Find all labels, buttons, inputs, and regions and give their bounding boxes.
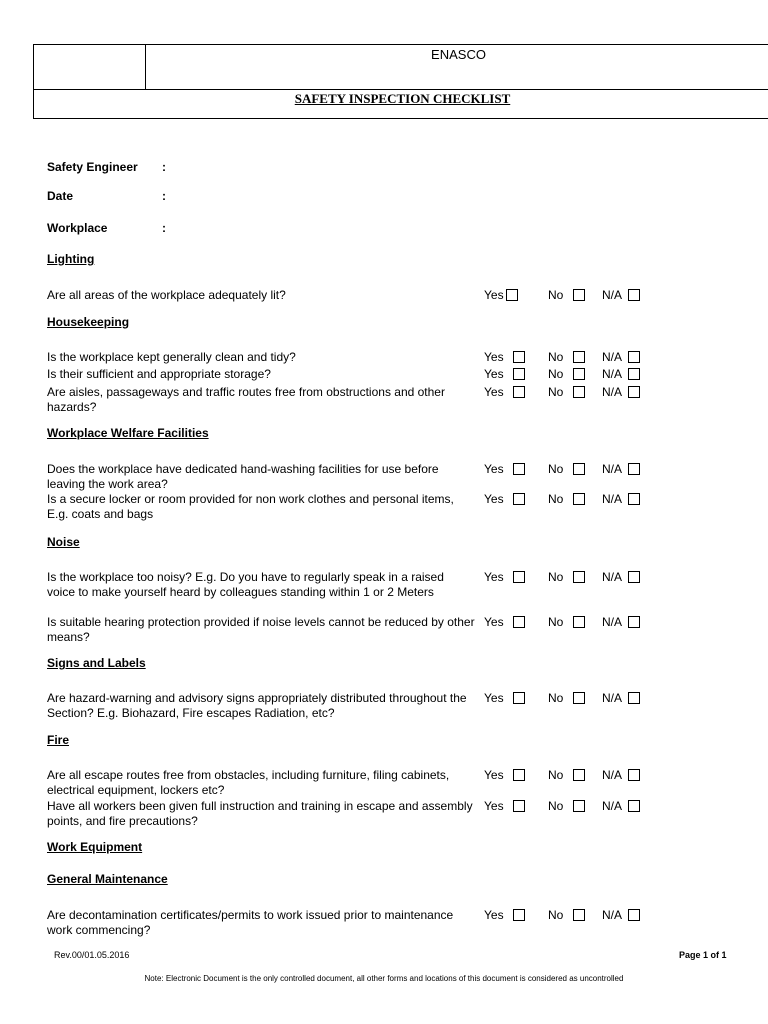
option-na-label: N/A — [602, 570, 623, 584]
option-na-checkbox[interactable] — [628, 800, 640, 812]
option-yes-checkbox[interactable] — [506, 289, 518, 301]
revision-label: Rev.00/01.05.2016 — [54, 950, 130, 960]
question-text: Have all workers been given full instruction and training in escape and assembly points, and fire precautions? — [47, 799, 473, 828]
company-name: ENASCO — [146, 45, 768, 90]
question-text: Are decontamination certificates/permits to work issued prior to maintenance work commencing? — [47, 908, 454, 937]
controlled-document-note: Note: Electronic Document is the only controlled document, all other forms and locations of this document is considered as uncontrolled — [144, 974, 624, 983]
question-text: Does the workplace have dedicated hand-washing facilities for use before leaving the work area? — [47, 462, 439, 491]
option-yes-label: Yes — [484, 799, 504, 813]
option-na-checkbox[interactable] — [628, 571, 640, 583]
option-no-label: No — [548, 768, 564, 782]
option-na-label: N/A — [602, 492, 623, 506]
option-na-label: N/A — [602, 908, 623, 922]
option-na-checkbox[interactable] — [628, 386, 640, 398]
option-na-label: N/A — [602, 691, 623, 705]
option-no-label: No — [548, 367, 564, 381]
option-yes-label: Yes — [484, 462, 504, 476]
date-colon: : — [162, 189, 166, 203]
option-yes-checkbox[interactable] — [513, 769, 525, 781]
option-yes-checkbox[interactable] — [513, 463, 525, 475]
option-yes-checkbox[interactable] — [513, 800, 525, 812]
option-no-label: No — [548, 615, 564, 629]
option-na-checkbox[interactable] — [628, 289, 640, 301]
option-no-checkbox[interactable] — [573, 692, 585, 704]
option-no-checkbox[interactable] — [573, 351, 585, 363]
section-housekeeping: Housekeeping — [47, 315, 130, 329]
workplace-colon: : — [162, 221, 166, 235]
option-no-checkbox[interactable] — [573, 616, 585, 628]
question-text: Are aisles, passageways and traffic routes free from obstructions and other hazards? — [47, 385, 445, 414]
workplace-label: Workplace — [47, 221, 108, 235]
option-yes-label: Yes — [484, 615, 504, 629]
section-fire: Fire — [47, 733, 70, 747]
option-no-label: No — [548, 570, 564, 584]
option-yes-checkbox[interactable] — [513, 368, 525, 380]
option-no-label: No — [548, 691, 564, 705]
option-na-checkbox[interactable] — [628, 692, 640, 704]
option-no-checkbox[interactable] — [573, 909, 585, 921]
option-no-checkbox[interactable] — [573, 769, 585, 781]
option-yes-checkbox[interactable] — [513, 909, 525, 921]
option-na-checkbox[interactable] — [628, 351, 640, 363]
page-number: Page 1 of 1 — [679, 950, 727, 960]
option-yes-label: Yes — [484, 350, 504, 364]
option-yes-checkbox[interactable] — [513, 351, 525, 363]
question-text: Is suitable hearing protection provided if noise levels cannot be reduced by other means? — [47, 615, 475, 644]
date-label: Date — [47, 189, 74, 203]
option-yes-label: Yes — [484, 385, 504, 399]
option-no-label: No — [548, 799, 564, 813]
section-noise: Noise — [47, 535, 80, 549]
option-yes-checkbox[interactable] — [513, 571, 525, 583]
option-no-label: No — [548, 385, 564, 399]
option-na-checkbox[interactable] — [628, 616, 640, 628]
option-yes-checkbox[interactable] — [513, 386, 525, 398]
section-general-maintenance: General Maintenance — [47, 872, 168, 886]
option-yes-checkbox[interactable] — [513, 616, 525, 628]
safety-engineer-label: Safety Engineer — [47, 160, 138, 174]
document-header — [33, 44, 768, 119]
option-yes-label: Yes — [484, 570, 504, 584]
section-lighting: Lighting — [47, 252, 95, 266]
option-na-label: N/A — [602, 385, 623, 399]
option-na-label: N/A — [602, 768, 623, 782]
question-text: Is their sufficient and appropriate storage? — [47, 367, 271, 381]
option-no-checkbox[interactable] — [573, 493, 585, 505]
option-na-label: N/A — [602, 367, 623, 381]
option-no-label: No — [548, 350, 564, 364]
document-title: SAFETY INSPECTION CHECKLIST — [294, 91, 511, 106]
option-no-label: No — [548, 288, 564, 302]
option-na-label: N/A — [602, 462, 623, 476]
option-no-label: No — [548, 908, 564, 922]
option-na-label: N/A — [602, 799, 623, 813]
option-yes-label: Yes — [484, 768, 504, 782]
question-text: Is the workplace too noisy? E.g. Do you have to regularly speak in a raised voice to make yourself heard by colleagues standing within 1 or 2 Meters — [47, 570, 444, 599]
option-yes-label: Yes — [484, 367, 504, 381]
option-na-checkbox[interactable] — [628, 368, 640, 380]
option-na-checkbox[interactable] — [628, 769, 640, 781]
option-yes-label: Yes — [484, 492, 504, 506]
question-text: Are hazard-warning and advisory signs appropriately distributed throughout the Section? E.g. Biohazard, Fire escapes Radiation, etc? — [47, 691, 467, 720]
option-no-checkbox[interactable] — [573, 463, 585, 475]
option-no-checkbox[interactable] — [573, 289, 585, 301]
option-yes-checkbox[interactable] — [513, 692, 525, 704]
question-text: Is a secure locker or room provided for non work clothes and personal items, E.g. coats and bags — [47, 492, 454, 521]
option-no-checkbox[interactable] — [573, 800, 585, 812]
option-no-checkbox[interactable] — [573, 386, 585, 398]
section-workplace-welfare: Workplace Welfare Facilities — [47, 426, 209, 440]
option-no-label: No — [548, 462, 564, 476]
question-text: Is the workplace kept generally clean and tidy? — [47, 350, 296, 364]
option-na-label: N/A — [602, 350, 623, 364]
option-na-checkbox[interactable] — [628, 493, 640, 505]
option-na-label: N/A — [602, 615, 623, 629]
option-yes-checkbox[interactable] — [513, 493, 525, 505]
option-no-checkbox[interactable] — [573, 571, 585, 583]
question-text: Are all areas of the workplace adequately lit? — [47, 288, 286, 302]
option-yes-label: Yes — [484, 691, 504, 705]
option-na-checkbox[interactable] — [628, 463, 640, 475]
option-na-label: N/A — [602, 288, 623, 302]
option-yes-label: Yes — [484, 908, 504, 922]
option-no-checkbox[interactable] — [573, 368, 585, 380]
option-no-label: No — [548, 492, 564, 506]
section-work-equipment: Work Equipment — [47, 840, 143, 854]
option-na-checkbox[interactable] — [628, 909, 640, 921]
safety-engineer-colon: : — [162, 160, 166, 174]
option-yes-label: Yes — [484, 288, 504, 302]
question-text: Are all escape routes free from obstacles, including furniture, filing cabinets, electrical equipment, lockers etc? — [47, 768, 450, 797]
section-signs-labels: Signs and Labels — [47, 656, 146, 670]
logo-cell — [34, 45, 146, 90]
